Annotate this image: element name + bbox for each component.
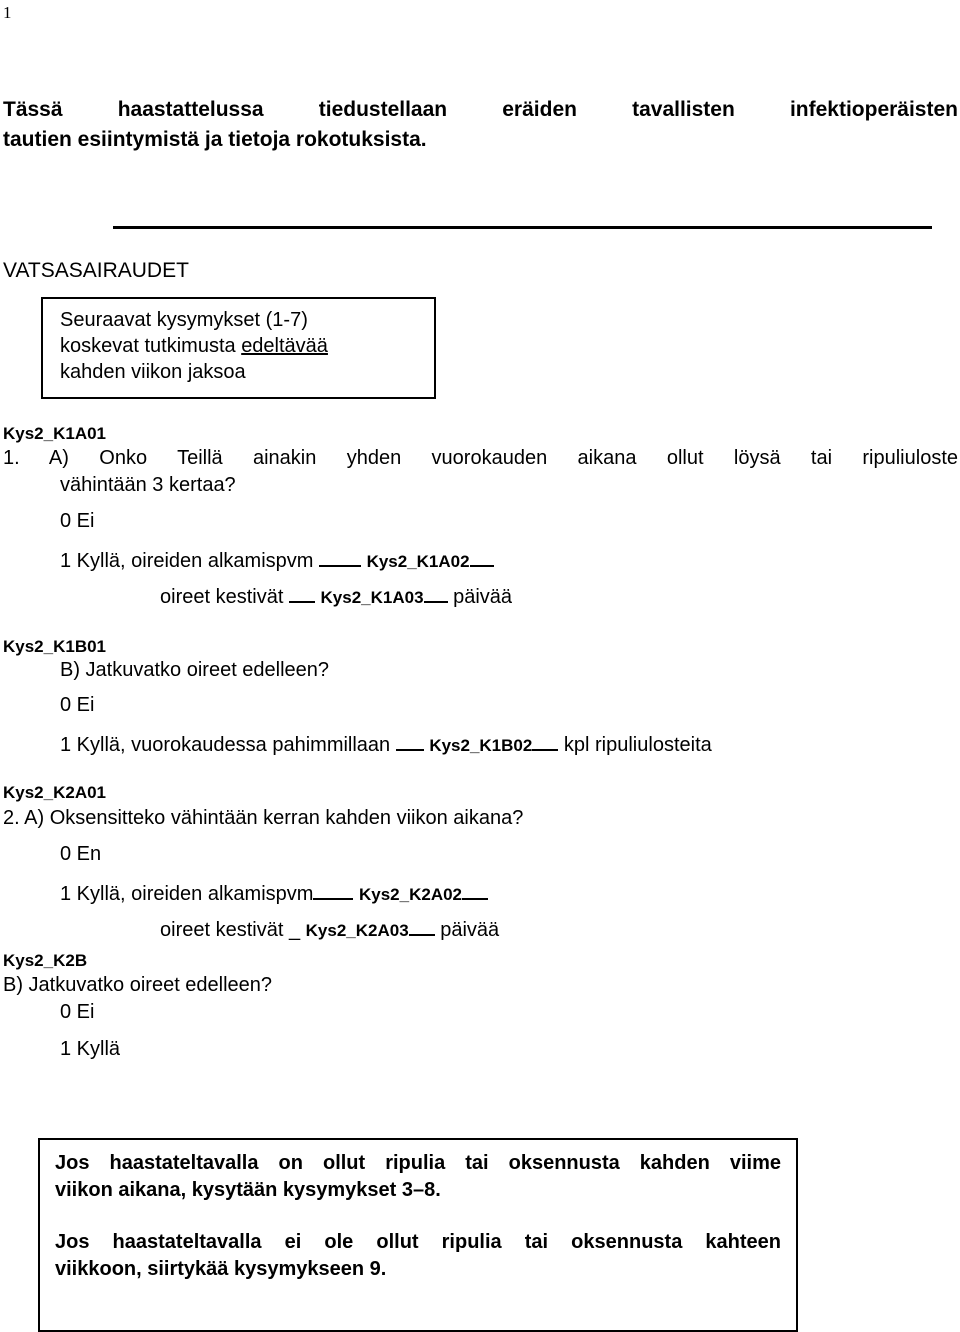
info-box-emphasis: edeltävää — [241, 335, 328, 357]
q1-duration-prefix: oireet kestivät — [160, 586, 284, 608]
q2-code: Kys2_K2A01 — [3, 783, 107, 802]
q1-duration-line[interactable] — [160, 583, 512, 609]
instruction-p1-line-2: viikon aikana, kysytään kysymykset 3–8. — [55, 1179, 441, 1201]
q1-date-blank[interactable] — [319, 547, 361, 567]
q1-question-line-1: 1. A) Onko Teillä ainakin yhden vuorokauden aikana ollut löysä tai ripuliuloste — [3, 447, 958, 469]
info-box-line-3: kahden viikon jaksoa — [60, 361, 246, 383]
q1-question-line-2: vähintään 3 kertaa? — [60, 474, 236, 496]
instruction-p1-line-1: Jos haastateltavalla on ollut ripulia tai oksennusta kahden viime — [55, 1152, 781, 1174]
q1-option-yes[interactable] — [60, 547, 494, 573]
instruction-p2-line-2: viikkoon, siirtykää kysymykseen 9. — [55, 1258, 387, 1280]
intro-line-2: tautien esiintymistä ja tietoja rokotuksista. — [3, 128, 427, 151]
section-divider — [113, 226, 932, 229]
info-box-line-1: Seuraavat kysymykset (1-7) — [60, 309, 308, 331]
q1b-question: B) Jatkuvatko oireet edelleen? — [60, 659, 330, 681]
instruction-p2-line-1: Jos haastateltavalla ei ole ollut ripulia tai oksennusta kahteen — [55, 1231, 781, 1253]
q2-option-yes-label: 1 Kyllä, oireiden alkamispvm — [60, 883, 314, 905]
q1-date-field-code: Kys2_K1A02 — [366, 552, 470, 571]
q2-option-yes[interactable] — [60, 880, 488, 906]
q1b-count-field-code: Kys2_K1B02 — [429, 736, 533, 755]
page-number: 1 — [3, 3, 12, 22]
info-box-line-2-prefix: koskevat tutkimusta — [60, 335, 242, 357]
q1-date-blank-tail — [470, 547, 494, 567]
q2-option-no[interactable]: 0 En — [60, 843, 102, 865]
q1b-count-blank-tail — [532, 731, 558, 751]
q2-duration-field-code: Kys2_K2A03 — [305, 921, 409, 940]
q2b-question: B) Jatkuvatko oireet edelleen? — [3, 974, 273, 996]
q1-duration-blank-tail — [424, 583, 448, 603]
q2-duration-prefix: oireet kestivät _ — [160, 919, 301, 941]
q1b-count-suffix: kpl ripuliulosteita — [563, 734, 712, 756]
q1-duration-field-code: Kys2_K1A03 — [320, 588, 424, 607]
q1-option-no[interactable]: 0 Ei — [60, 510, 95, 532]
q2-date-blank[interactable] — [313, 880, 353, 900]
q1b-option-yes-label: 1 Kyllä, vuorokaudessa pahimmillaan — [60, 734, 391, 756]
q2-duration-suffix: päivää — [440, 919, 500, 941]
q1-option-yes-label: 1 Kyllä, oireiden alkamispvm — [60, 550, 314, 572]
section-title: VATSASAIRAUDET — [3, 259, 189, 282]
q1-code: Kys2_K1A01 — [3, 424, 107, 443]
q2-duration-line[interactable] — [160, 916, 499, 942]
q2-date-field-code: Kys2_K2A02 — [359, 885, 463, 904]
q2b-option-no[interactable]: 0 Ei — [60, 1001, 95, 1023]
intro-line-1: Tässä haastattelussa tiedustellaan eräiden tavallisten infektioperäisten — [3, 98, 958, 121]
q1-duration-blank[interactable] — [289, 583, 315, 603]
q1b-option-no[interactable]: 0 Ei — [60, 694, 95, 716]
q2b-code: Kys2_K2B — [3, 951, 88, 970]
q2-duration-blank-tail[interactable] — [409, 916, 435, 936]
q2b-option-yes[interactable]: 1 Kyllä — [60, 1038, 121, 1060]
q2-date-blank-tail — [462, 880, 488, 900]
q2-question: 2. A) Oksensitteko vähintään kerran kahden viikon aikana? — [3, 807, 524, 829]
q1-duration-suffix: päivää — [453, 586, 513, 608]
q1b-code: Kys2_K1B01 — [3, 637, 107, 656]
q1b-option-yes[interactable] — [60, 731, 712, 757]
info-box-line-2 — [60, 335, 328, 358]
q1b-count-blank[interactable] — [396, 731, 424, 751]
